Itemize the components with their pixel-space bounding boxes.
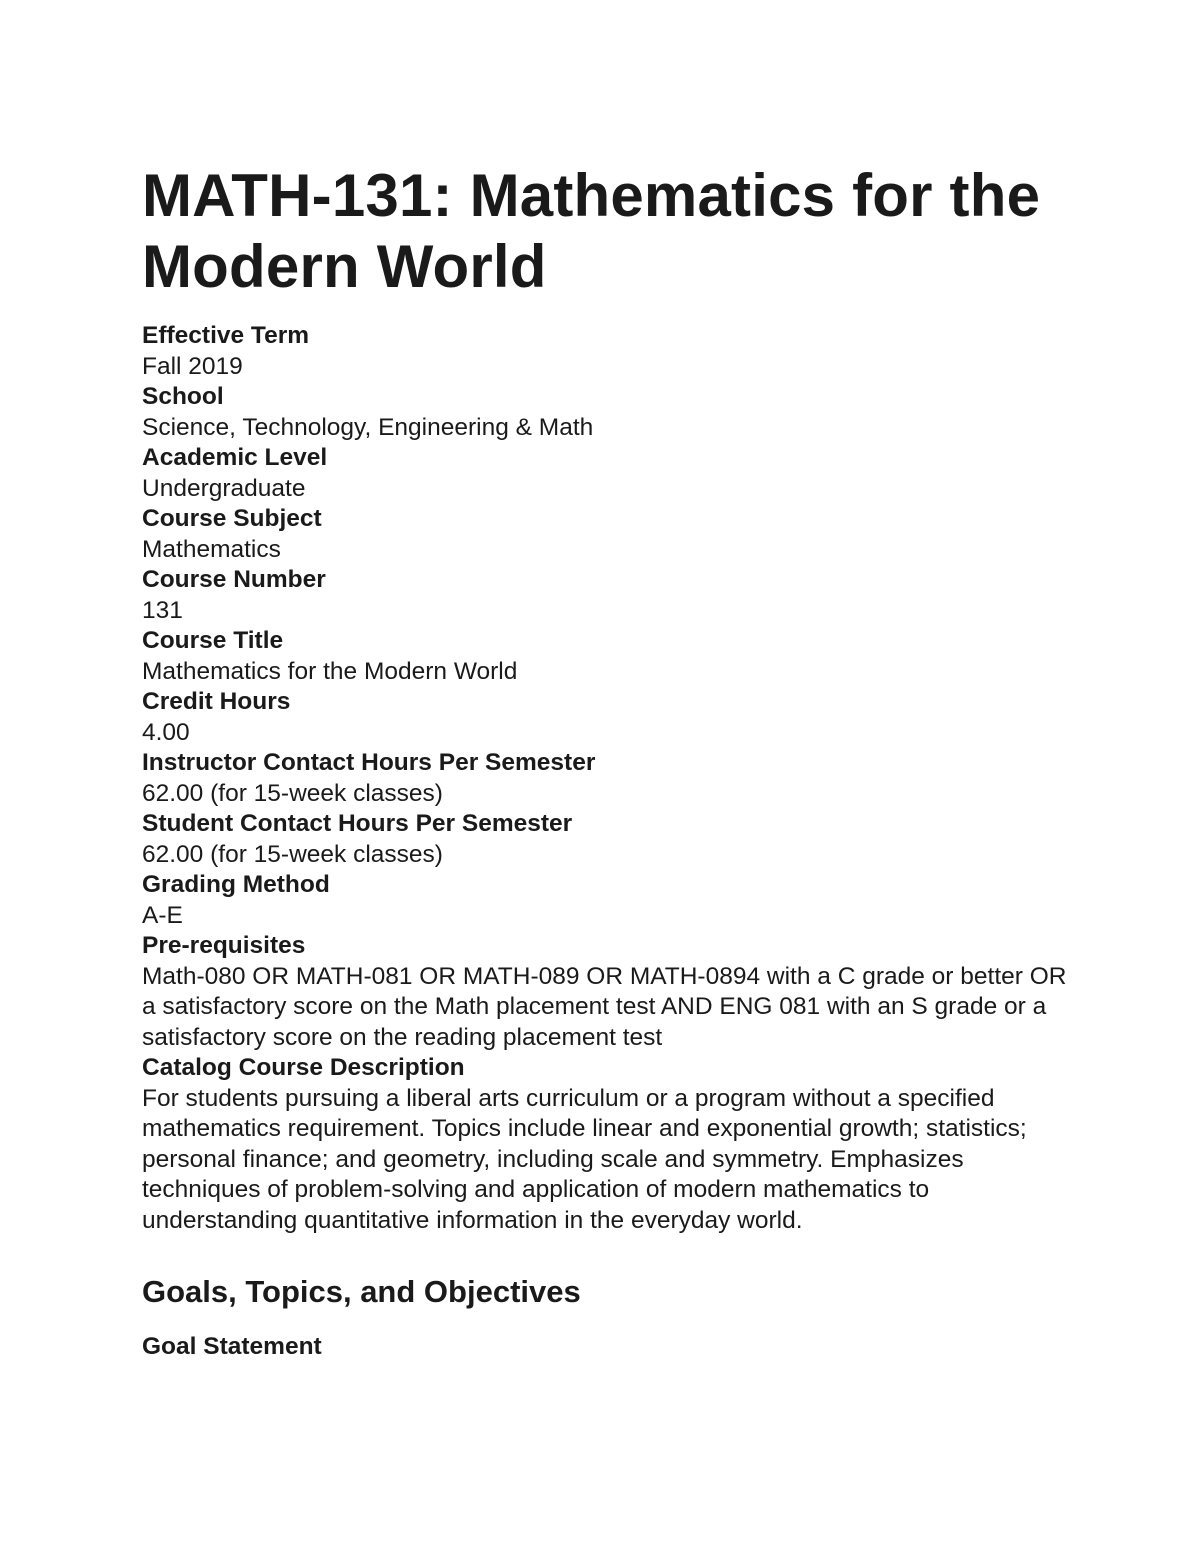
field-label: School <box>142 383 224 410</box>
field-label: Academic Level <box>142 444 328 471</box>
field-grading-method <box>142 870 1072 931</box>
field-instructor-contact-hours <box>142 748 1072 809</box>
field-label: Effective Term <box>142 322 310 349</box>
field-label: Instructor Contact Hours Per Semester <box>142 749 596 776</box>
field-label: Credit Hours <box>142 688 291 715</box>
course-document <box>142 160 1072 1363</box>
field-label: Course Title <box>142 627 284 654</box>
page-title: MATH-131: Mathematics for the Modern World <box>142 162 1041 300</box>
field-course-subject <box>142 504 1072 565</box>
field-value: Mathematics <box>142 535 281 563</box>
field-value: 62.00 (for 15-week classes) <box>142 840 443 868</box>
field-catalog-description <box>142 1053 1072 1236</box>
field-student-contact-hours <box>142 809 1072 870</box>
field-label: Course Subject <box>142 505 322 532</box>
field-label: Grading Method <box>142 871 330 898</box>
field-course-title <box>142 626 1072 687</box>
field-effective-term <box>142 321 1072 382</box>
field-value: Undergraduate <box>142 474 306 502</box>
field-label: Student Contact Hours Per Semester <box>142 810 573 837</box>
field-label: Pre-requisites <box>142 932 306 959</box>
field-course-number <box>142 565 1072 626</box>
field-value: Mathematics for the Modern World <box>142 657 518 685</box>
field-value: 131 <box>142 596 183 624</box>
field-value: 4.00 <box>142 718 190 746</box>
field-value: A-E <box>142 901 183 929</box>
field-pre-requisites <box>142 931 1072 1053</box>
field-value: Science, Technology, Engineering & Math <box>142 413 594 441</box>
field-school <box>142 382 1072 443</box>
field-value: Fall 2019 <box>142 352 243 380</box>
field-credit-hours <box>142 687 1072 748</box>
field-label: Course Number <box>142 566 326 593</box>
field-label: Catalog Course Description <box>142 1054 465 1081</box>
course-fields <box>142 321 1072 1236</box>
field-academic-level <box>142 443 1072 504</box>
subheading: Goal Statement <box>142 1333 322 1360</box>
field-value: 62.00 (for 15-week classes) <box>142 779 443 807</box>
section-heading: Goals, Topics, and Objectives <box>142 1274 581 1309</box>
field-value: For students pursuing a liberal arts curriculum or a program without a specified mathematics requirement. Topics include linear and exponential growth; statistics; personal finance; and geometry, including scale and symmetry. Emphasizes techniques of problem-solving and application of modern mathematics to understanding quantitative information in the everyday world. <box>142 1084 1034 1234</box>
field-value: Math-080 OR MATH-081 OR MATH-089 OR MATH-0894 with a C grade or better OR a satisfactory score on the Math placement test AND ENG 081 with an S grade or a satisfactory score on the reading placement test <box>142 962 1074 1051</box>
